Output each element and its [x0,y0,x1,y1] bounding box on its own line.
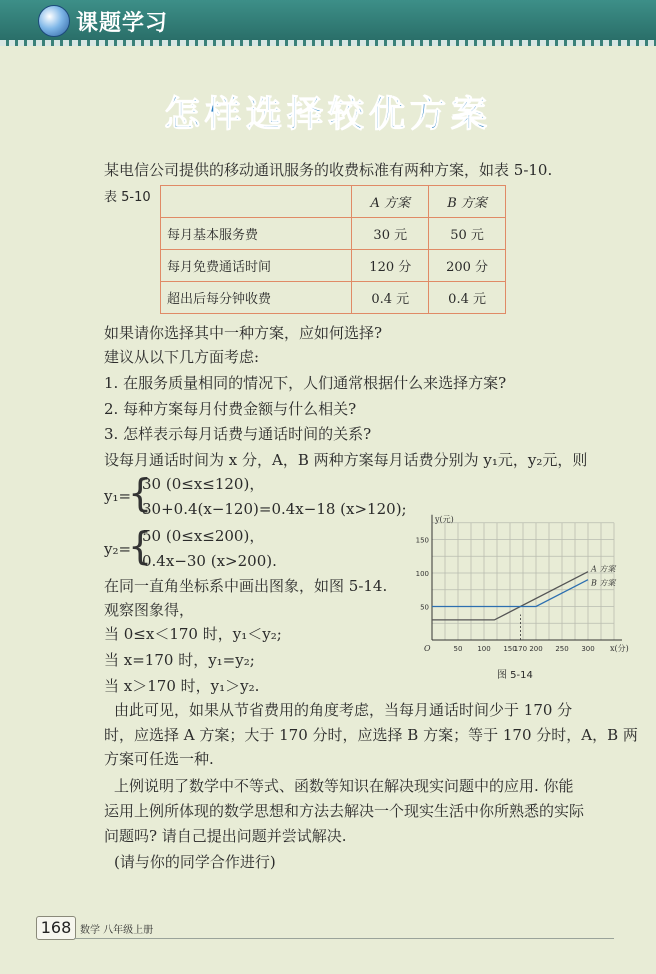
extension-text: 上例说明了数学中不等式、函数等知识在解决现实问题中的应用. 你能 [114,777,574,795]
page-number: 168 [36,916,76,940]
x-tick-label: 170 [513,645,528,653]
graph-case-text: 当 x=170 时，y₁=y₂; [104,651,255,669]
table-caption: 表 5-10 [104,190,151,205]
intro-text: 某电信公司提供的移动通讯服务的收费标准有两种方案，如表 5-10. [104,161,553,179]
x-tick-label: 150 [503,645,517,653]
table-cell: 50 元 [429,218,506,250]
table-cell: 超出后每分钟收费 [161,282,352,314]
graph-text: 在同一直角坐标系中画出图象，如图 5-14. [104,577,388,595]
formula-y2-case1: 50 (0≤x≤200)， [142,527,265,545]
table-cell: 30 元 [352,218,429,250]
globe-icon [38,5,70,37]
table-cell: 0.4 元 [352,282,429,314]
extension-text: 运用上例所体现的数学思想和方法去解决一个现实生活中你所熟悉的实际 [104,802,585,820]
formula-y2-case2: 0.4x−30 (x>200). [142,552,277,570]
header-stripe [0,40,656,46]
graph-text: 观察图象得， [104,601,195,619]
x-tick-label: 50 [453,645,463,653]
question-text: 如果请你选择其中一种方案，应如何选择? [104,324,383,342]
table-cell: 120 分 [352,250,429,282]
page-title: 怎样选择较优方案 [163,94,492,135]
section-header [0,0,656,40]
table-cell: 200 分 [429,250,506,282]
y-tick-label: 150 [415,536,429,545]
table-row [161,282,506,314]
formula-y2-label: y₂= [104,540,132,558]
table-row [161,218,506,250]
table-cell: 每月基本服务费 [161,218,352,250]
y-tick-label: 50 [420,603,429,612]
question-text: 1. 在服务质量相同的情况下，人们通常根据什么来选择方案? [104,374,507,392]
section-title: 课题学习 [76,11,169,36]
table-header-row [161,186,506,218]
question-text: 2. 每种方案每月付费金额与什么相关? [104,400,357,418]
x-tick-label: 250 [555,645,569,653]
fee-table [160,185,506,314]
x-tick-label: 100 [477,645,491,653]
brace-symbol: { [128,471,153,515]
question-text: 建议从以下几方面考虑: [104,348,260,366]
table-header-cell [161,186,352,218]
x-axis-label: x(分) [610,644,629,653]
x-tick-label: 300 [581,645,595,653]
x-tick-label: 200 [529,645,543,653]
table-row [161,250,506,282]
conclusion-text: 时，应选择 A 方案；大于 170 分时，应选择 B 方案；等于 170 分时，A，B 两 [104,726,638,744]
conclusion-text: 方案可任选一种. [104,750,214,768]
formula-y1-label: y₁= [104,487,132,505]
table-header-cell: A 方案 [352,186,429,218]
question-text: 3. 怎样表示每月话费与通话时间的关系? [104,425,372,443]
graph-case-text: 当 x＞170 时，y₁＞y₂. [104,677,260,695]
brace-symbol: { [128,524,153,568]
table-cell: 0.4 元 [429,282,506,314]
conclusion-text: 由此可见，如果从节省费用的角度考虑，当每月通话时间少于 170 分 [114,701,573,719]
extension-text: 问题吗? 请自己提出问题并尝试解决. [104,827,347,845]
footer-divider [74,938,614,939]
formula-y1-case1: 30 (0≤x≤120)， [142,475,265,493]
extension-text: (请与你的同学合作进行) [114,853,276,871]
series-label: B 方案 [591,578,616,588]
y-axis-label: y(元) [435,514,454,524]
graph-case-text: 当 0≤x＜170 时，y₁＜y₂; [104,625,282,643]
book-title: 数学 八年级上册 [80,925,154,936]
chart-caption: 图 5-14 [497,670,533,681]
setup-text: 设每月通话时间为 x 分，A，B 两种方案每月话费分别为 y₁元，y₂元，则 [104,451,588,469]
origin-label: O [424,644,431,653]
formula-y1-case2: 30+0.4(x−120)=0.4x−18 (x>120); [142,500,407,518]
y-tick-label: 100 [415,570,429,578]
table-header-cell: B 方案 [429,186,506,218]
fee-chart [410,514,629,664]
series-label: A 方案 [591,564,616,574]
table-cell: 每月免费通话时间 [161,250,352,282]
